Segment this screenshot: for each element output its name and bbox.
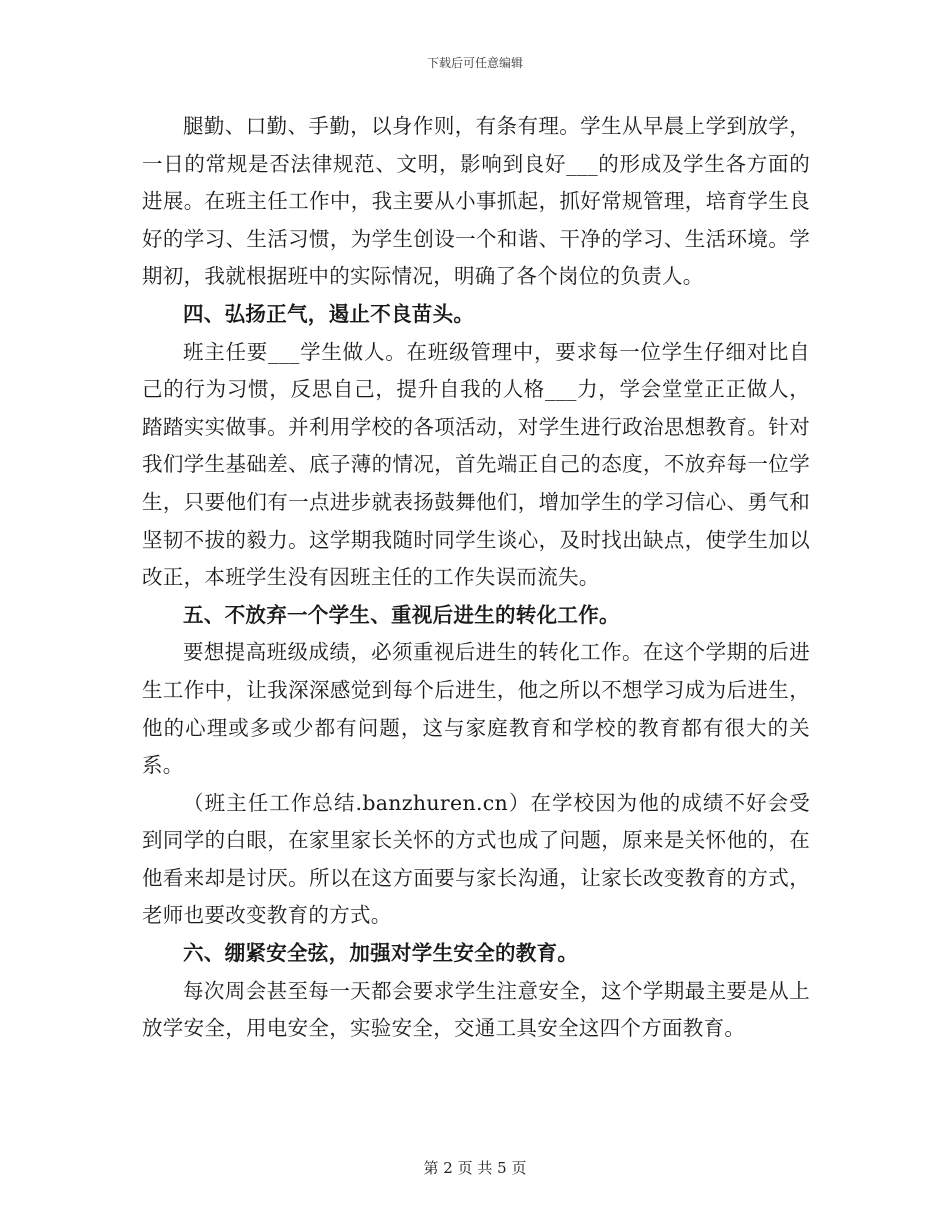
section-heading-6: 六、绷紧安全弦，加强对学生安全的教育。 xyxy=(183,941,579,966)
paragraph-routine: 腿勤、口勤、手勤，以身作则，有条有理。学生从早晨上学到放学，一日的常规是否法律规范、文明，影响到良好___的形成及学生各方面的进展。在班主任工作中，我主要从小事抓起，抓好常规管理，培育学生良好的学习、生活习惯，为学生创设一个和谐、干净的学习、生活环境。学期初，我就根据班中的实际情况，明确了各个岗位的负责人。 xyxy=(142,114,810,289)
document-body xyxy=(142,108,810,1048)
paragraph-struggling-students: 要想提高班级成绩，必须重视后进生的转化工作。在这个学期的后进生工作中，让我深深感觉到每个后进生，他之所以不想学习成为后进生，他的心理或多或少都有问题，这与家庭教育和学校的教育都有很大的关系。 xyxy=(142,640,810,778)
paragraph-family-communication: （班主任工作总结.banzhuren.cn）在学校因为他的成绩不好会受到同学的白眼，在家里家长关怀的方式也成了问题，原来是关怀他的，在他看来却是讨厌。所以在这方面要与家长沟通，让家长改变教育的方式，老师也要改变教育的方式。 xyxy=(142,790,810,928)
paragraph-safety: 每次周会甚至每一天都会要求学生注意安全，这个学期最主要是从上放学安全，用电安全，实验安全，交通工具安全这四个方面教育。 xyxy=(142,978,810,1041)
section-heading-4: 四、弘扬正气，遏止不良苗头。 xyxy=(183,301,475,326)
paragraph-character: 班主任要___学生做人。在班级管理中，要求每一位学生仔细对比自己的行为习惯，反思自己，提升自我的人格___力，学会堂堂正正做人，踏踏实实做事。并利用学校的各项活动，对学生进行政治思想教育。针对我们学生基础差、底子薄的情况，首先端正自己的态度，不放弃每一位学生，只要他们有一点进步就表扬鼓舞他们，增加学生的学习信心、勇气和坚韧不拔的毅力。这学期我随时同学生谈心，及时找出缺点，使学生加以改正，本班学生没有因班主任的工作失误而流失。 xyxy=(142,339,810,590)
header-note: 下载后可任意编辑 xyxy=(426,56,523,70)
section-heading-5: 五、不放弃一个学生、重视后进生的转化工作。 xyxy=(183,602,620,627)
page-number: 第 2 页 共 5 页 xyxy=(423,1159,527,1177)
